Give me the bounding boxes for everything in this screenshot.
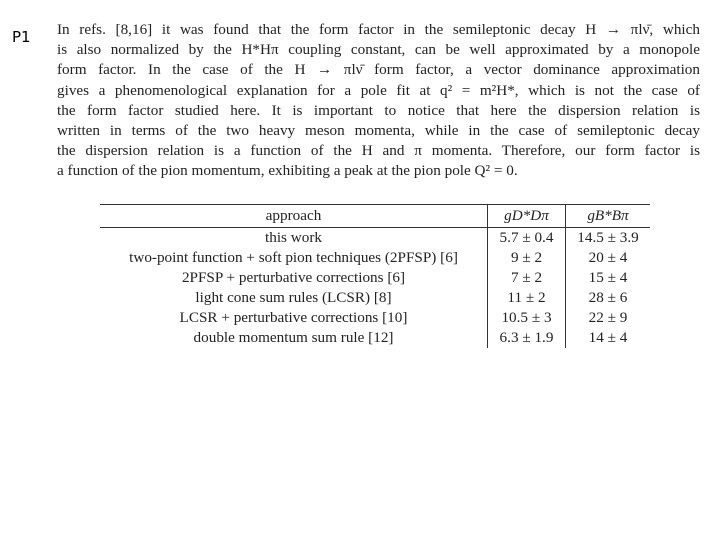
table-row	[100, 248, 650, 268]
body-paragraph	[57, 20, 700, 182]
cell-approach: double momentum sum rule [12]	[100, 328, 488, 348]
cell-g-b: 28 ± 6	[588, 289, 628, 306]
cell-approach: light cone sum rules (LCSR) [8]	[100, 288, 488, 308]
header-g-d: gD*Dπ	[488, 205, 566, 228]
cell-approach: this work	[100, 228, 488, 249]
paragraph-line: a function of the pion momentum, exhibiting a peak at the pion pole Q² = 0.	[57, 162, 518, 180]
cell-g-d: 11 ± 2	[488, 288, 566, 308]
paragraph-line: is also normalized by the H*Hπ coupling constant, can be well approximated by a monopole	[57, 41, 700, 59]
header-approach: approach	[100, 205, 488, 228]
header-g-b: gB*Bπ	[566, 205, 651, 228]
cell-g-d: 6.3 ± 1.9	[488, 328, 566, 348]
cell-g-b: 14.5 ± 3.9	[577, 229, 639, 246]
slide-label: P1	[12, 28, 31, 46]
paragraph-line: the form factor studied here. It is important to notice that here the dispersion relation is	[57, 101, 700, 119]
cell-approach: 2PFSP + perturbative corrections [6]	[100, 268, 488, 288]
cell-g-b: 22 ± 9	[588, 309, 628, 326]
table-row	[100, 268, 650, 288]
table-row	[100, 288, 650, 308]
cell-g-d: 10.5 ± 3	[488, 308, 566, 328]
cell-g-b: 20 ± 4	[588, 249, 628, 266]
cell-approach: LCSR + perturbative corrections [10]	[100, 308, 488, 328]
paragraph-line: form factor. In the case of the H → πlν̄ form factor, a vector dominance approximation	[57, 61, 700, 79]
table-row	[100, 328, 650, 348]
coupling-constants-table	[100, 204, 650, 348]
table-row	[100, 308, 650, 328]
cell-g-d: 5.7 ± 0.4	[488, 228, 566, 249]
cell-g-d: 7 ± 2	[488, 268, 566, 288]
table-row	[100, 228, 650, 249]
paragraph-line: written in terms of the two heavy meson momenta, while in the case of semileptonic decay	[57, 122, 700, 140]
paragraph-line: In refs. [8,16] it was found that the form factor in the semileptonic decay H → πlν̄, which	[57, 21, 700, 38]
cell-g-b: 15 ± 4	[588, 269, 628, 286]
table-header-row	[100, 205, 650, 228]
cell-g-b: 14 ± 4	[588, 329, 628, 346]
cell-g-d: 9 ± 2	[488, 248, 566, 268]
cell-approach: two-point function + soft pion techniques (2PFSP) [6]	[100, 248, 488, 268]
paragraph-line: gives a phenomenological explanation for a pole fit at q² = m²H*, which is not the case of	[57, 81, 700, 99]
paragraph-line: the dispersion relation is a function of the H and π momenta. Therefore, our form factor is	[57, 142, 700, 160]
